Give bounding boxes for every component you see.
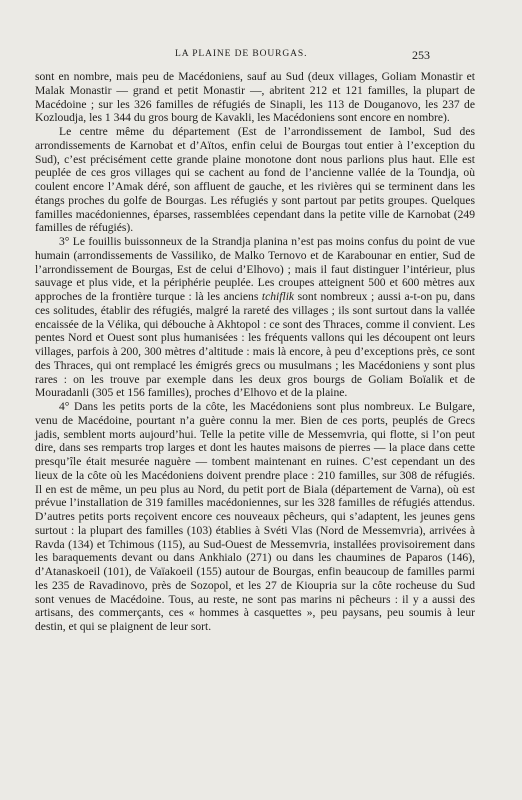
- text-run: sont nombreux ; aussi a-t-on pu, dans ces solitudes, établir des réfugiés, malgré la rareté des villages ; ils sont surtout dans la vallée encaissée de la Vélika, qui débouche à Akhtopol : ce sont des Thraces, comme il convient. Les pentes Nord et Ouest sont plus humanisées : les fréquents vallons qui les découpent ont leurs villages, parfois à 200, 300 mètres d’altitude : mais là encore, à peu d’exceptions près, ce sont des Thraces, qui ont remplacé les émigrés grecs ou musulmans ; les Macédoniens y sont plus rares : on les trouve par exemple dans les deux gros bourgs de Goliam Boïalik et de Mouradanli (305 et 156 familles), proches d’Elhovo et de la plaine.: [35, 290, 475, 400]
- running-head: LA PLAINE DE BOURGAS.: [175, 49, 308, 59]
- page-header: [0, 48, 522, 64]
- text-run: sont en nombre, mais peu de Macédoniens, sauf au Sud (deux villages, Goliam Monastir et Malak Monastir — grand et petit Monastir —, abritent 212 et 121 familles, la plupart de Macédoine ; sur les 326 familles de réfugiés de Sinapli, les 113 de Douganovo, les 237 de Kozloudja, les 1 344 du gros bourg de Kavakli, les Macédoniens sont encore en nombre).: [35, 70, 475, 125]
- italic-term: tchiflik: [261, 290, 295, 303]
- paragraph: [35, 125, 475, 235]
- text-run: 3° Le fouillis buissonneux de la Strandja planina n’est pas moins confus du point de vue humain (arrondissements de Vassiliko, de Malko Ternovo et de Karabounar en entier, Sud de l’arrondissement de Bourgas, Est de celui d’Elhovo) ; mais il faut distinguer l’intérieur, plus sauvage et plus vide, et la périphérie peuplée. Les croupes atteignent 500 et 600 mètres aux approches de la frontière turque : là les anciens: [35, 235, 475, 303]
- paragraph: [35, 235, 475, 400]
- paragraph: [35, 70, 475, 125]
- text-run: 4° Dans les petits ports de la côte, les Macédoniens sont plus nombreux. Le Bulgare, venu de Macédoine, pourtant n’a guère connu la mer. Bien de ces ports, peuplés de Grecs jadis, semblent morts aujourd’hui. Telle la petite ville de Messemvria, qui flotte, si l’on peut dire, dans ses remparts trop larges et dont les hautes maisons de pierres — la place dans cette presqu’île était mesurée naguère — tombent maintenant en ruines. C’est cependant un des lieux de la côte où les Macédoniens doivent prendre place : 210 familles, sur 308 de réfugiés. Il en est de même, un peu plus au Nord, du petit port de Biala (département de Varna), où est prévue l’installation de 319 familles macédoniennes, sur les 328 familles de réfugiés attendus. D’autres petits ports reçoivent encore ces nouveaux pêcheurs, qui s’adaptent, les jeunes gens surtout : la plupart des familles (103) établies à Svéti Vlas (Nord de Messemvria), arrivées à Ravda (134) et Tchimous (115), au Sud-Ouest de Messemvria, installées provisoirement dans les baraquements devant ou dans Ankhialo (271) ou dans les chaumines de Paparos (146), d’Atanaskoeil (101), de Vaïakoeil (155) autour de Bourgas, enfin beaucoup de familles parmi les 235 de Ravadinovo, près de Sozopol, et les 27 de Kioupria sur la côte rocheuse du Sud sont venues de Macédoine. Tous, au reste, ne sont pas marins ni pêcheurs : il y a aussi des artisans, des commerçants, ces « hommes à casquettes », peu paysans, peu soumis à leur destin, et qui se plaignent de leur sort.: [35, 400, 475, 633]
- paragraph: [35, 400, 475, 634]
- page-number: 253: [412, 48, 430, 62]
- text-run: Le centre même du département (Est de l’arrondissement de Iambol, Sud des arrondissements de Karnobat et d’Aïtos, enfin celui de Bourgas tout entier à l’exception du Sud), c’est précisément cette grande plaine monotone dont nous parlions plus haut. Elle est peuplée de ces gros villages qui se cachent au fond de l’ancienne vallée de la Toundja, où coulent encore l’Amak déré, son affluent de gauche, et les rivières qui se terminent dans les étangs proches du golfe de Bourgas. Les réfugiés y sont partout par petits groupes. Quelques familles macédoniennes, éparses, rassemblées cependant dans la petite ville de Karnobat (249 familles de réfugiés).: [35, 125, 475, 235]
- body-text: [35, 70, 475, 634]
